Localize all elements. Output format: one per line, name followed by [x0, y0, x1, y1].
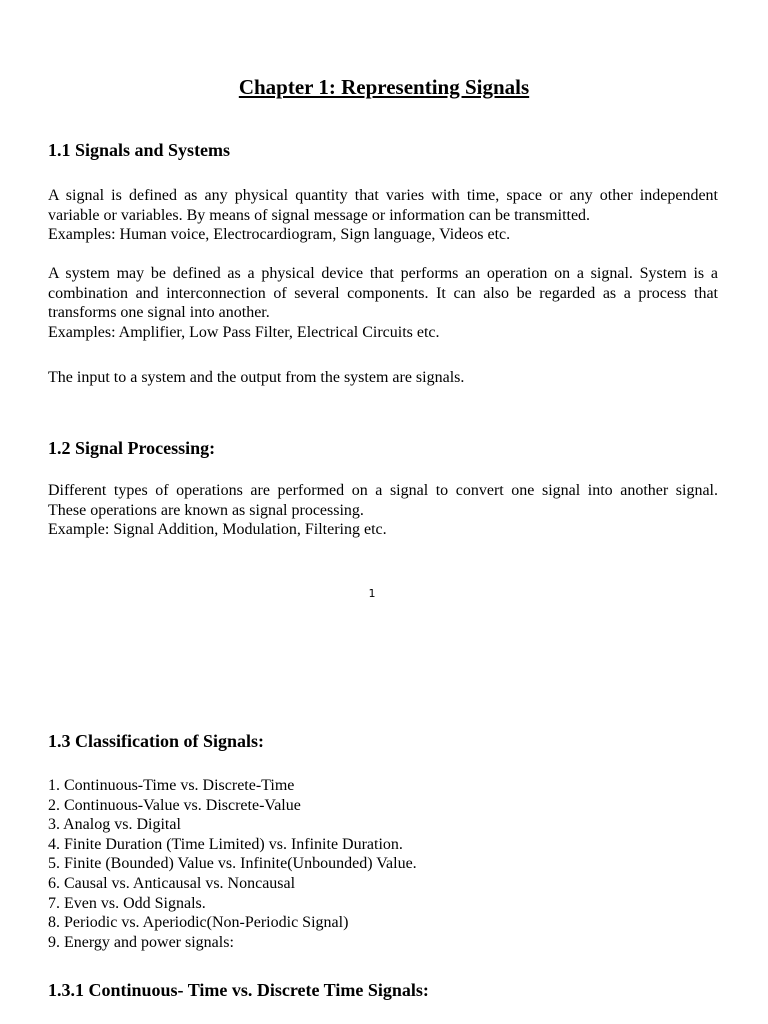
page-title: Chapter 1: Representing Signals — [238, 75, 530, 99]
section-heading-1-2: 1.2 Signal Processing: — [48, 438, 216, 458]
paragraph-signal-definition — [48, 186, 718, 225]
list-item: 7. Even vs. Odd Signals. — [48, 894, 206, 912]
paragraph-line: A system may be defined as a physical device that performs an operation on a signal. System is a — [48, 265, 718, 282]
classification-list — [48, 776, 417, 952]
paragraph-line: transforms one signal into another. — [48, 304, 270, 322]
page-number: 1 — [368, 587, 376, 600]
list-item: 9. Energy and power signals: — [48, 933, 234, 951]
paragraph-line: variable or variables. By means of signal message or information can be transmitted. — [48, 206, 591, 224]
paragraph-system-definition — [48, 264, 718, 323]
list-item: 5. Finite (Bounded) Value vs. Infinite(Unbounded) Value. — [48, 855, 417, 873]
paragraph-line: A signal is defined as any physical quantity that varies with time, space or any other independent — [48, 187, 718, 204]
section-heading-1-3: 1.3 Classification of Signals: — [48, 731, 265, 751]
list-item: 4. Finite Duration (Time Limited) vs. Infinite Duration. — [48, 835, 403, 853]
section-heading-1-1: 1.1 Signals and Systems — [48, 140, 231, 160]
list-item: 6. Causal vs. Anticausal vs. Noncausal — [48, 874, 296, 892]
paragraph-line: These operations are known as signal processing. — [48, 501, 364, 519]
processing-example: Example: Signal Addition, Modulation, Filtering etc. — [48, 521, 387, 538]
section-heading-1-3-1: 1.3.1 Continuous- Time vs. Discrete Time Signals: — [48, 980, 429, 1000]
paragraph-signal-processing — [48, 481, 718, 520]
paragraph-line: Different types of operations are performed on a signal to convert one signal into another signal. — [48, 482, 718, 499]
paragraph-line: combination and interconnection of several components. It can also be regarded as a process that — [48, 284, 718, 302]
list-item: 1. Continuous-Time vs. Discrete-Time — [48, 777, 295, 794]
list-item: 3. Analog vs. Digital — [48, 816, 181, 834]
system-examples: Examples: Amplifier, Low Pass Filter, Electrical Circuits etc. — [48, 324, 440, 341]
list-item: 8. Periodic vs. Aperiodic(Non-Periodic Signal) — [48, 914, 349, 932]
list-item: 2. Continuous-Value vs. Discrete-Value — [48, 796, 301, 814]
signal-examples: Examples: Human voice, Electrocardiogram, Sign language, Videos etc. — [48, 226, 511, 243]
paragraph-input-output: The input to a system and the output from the system are signals. — [48, 369, 465, 386]
